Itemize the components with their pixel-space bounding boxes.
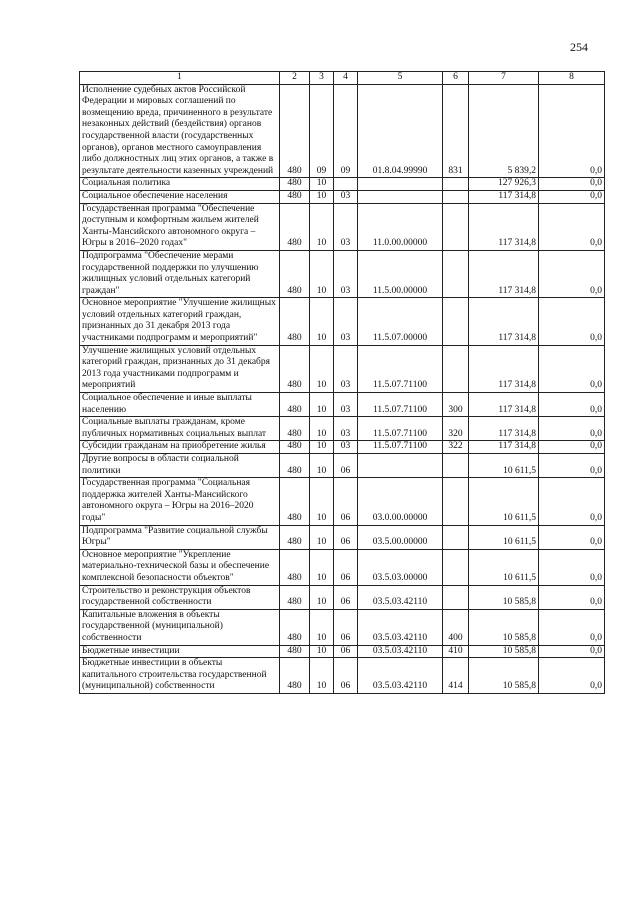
subsection-code-cell: 03: [334, 298, 358, 345]
expense-type-cell: 300: [443, 393, 469, 417]
amount-cell: 117 314,8: [469, 441, 539, 454]
table-row: [80, 393, 605, 417]
table-row: [80, 417, 605, 441]
target-article-cell: 11.5.07.71100: [358, 441, 443, 454]
admin-code-cell: 480: [280, 417, 310, 441]
amount-2-cell: 0,0: [539, 345, 605, 392]
admin-code-cell: 480: [280, 454, 310, 478]
table-row: [80, 549, 605, 585]
section-code-cell: 10: [310, 585, 334, 609]
item-name-cell: Капитальные вложения в объекты государственной (муниципальной) собственности: [80, 609, 280, 645]
table-row: [80, 525, 605, 549]
column-header-2: 2: [280, 72, 310, 85]
amount-cell: 127 926,3: [469, 178, 539, 191]
admin-code-cell: 480: [280, 645, 310, 658]
amount-2-cell: 0,0: [539, 190, 605, 203]
admin-code-cell: 480: [280, 585, 310, 609]
section-code-cell: 10: [310, 454, 334, 478]
column-header-6: 6: [443, 72, 469, 85]
amount-2-cell: 0,0: [539, 84, 605, 178]
column-header-7: 7: [469, 72, 539, 85]
admin-code-cell: 480: [280, 658, 310, 694]
amount-cell: 10 585,8: [469, 658, 539, 694]
subsection-code-cell: [334, 178, 358, 191]
amount-cell: 117 314,8: [469, 190, 539, 203]
expense-type-cell: 320: [443, 417, 469, 441]
amount-2-cell: 0,0: [539, 478, 605, 525]
section-code-cell: 10: [310, 525, 334, 549]
amount-cell: 117 314,8: [469, 250, 539, 297]
header-row: [80, 72, 605, 85]
section-code-cell: 10: [310, 658, 334, 694]
subsection-code-cell: 03: [334, 203, 358, 250]
item-name-cell: Строительство и реконструкция объектов государственной собственности: [80, 585, 280, 609]
amount-2-cell: 0,0: [539, 454, 605, 478]
amount-cell: 117 314,8: [469, 345, 539, 392]
admin-code-cell: 480: [280, 393, 310, 417]
item-name-cell: Бюджетные инвестиции: [80, 645, 280, 658]
subsection-code-cell: 03: [334, 393, 358, 417]
expense-type-cell: [443, 178, 469, 191]
expense-type-cell: [443, 454, 469, 478]
section-code-cell: 10: [310, 250, 334, 297]
table-row: [80, 658, 605, 694]
admin-code-cell: 480: [280, 441, 310, 454]
subsection-code-cell: 06: [334, 478, 358, 525]
amount-2-cell: 0,0: [539, 658, 605, 694]
section-code-cell: 10: [310, 178, 334, 191]
target-article-cell: 03.5.03.00000: [358, 549, 443, 585]
admin-code-cell: 480: [280, 190, 310, 203]
expense-type-cell: [443, 525, 469, 549]
amount-cell: 5 839,2: [469, 84, 539, 178]
target-article-cell: 03.5.00.00000: [358, 525, 443, 549]
amount-cell: 117 314,8: [469, 417, 539, 441]
expense-type-cell: [443, 478, 469, 525]
item-name-cell: Социальные выплаты гражданам, кроме публичных нормативных социальных выплат: [80, 417, 280, 441]
target-article-cell: 11.5.07.00000: [358, 298, 443, 345]
expense-type-cell: [443, 298, 469, 345]
subsection-code-cell: 03: [334, 417, 358, 441]
target-article-cell: 03.5.03.42110: [358, 609, 443, 645]
amount-cell: 117 314,8: [469, 393, 539, 417]
amount-2-cell: 0,0: [539, 393, 605, 417]
table-row: [80, 178, 605, 191]
section-code-cell: 10: [310, 441, 334, 454]
amount-cell: 10 611,5: [469, 549, 539, 585]
amount-cell: 10 585,8: [469, 609, 539, 645]
admin-code-cell: 480: [280, 203, 310, 250]
admin-code-cell: 480: [280, 84, 310, 178]
subsection-code-cell: 06: [334, 525, 358, 549]
expense-type-cell: [443, 250, 469, 297]
admin-code-cell: 480: [280, 609, 310, 645]
subsection-code-cell: 03: [334, 345, 358, 392]
amount-2-cell: 0,0: [539, 549, 605, 585]
item-name-cell: Исполнение судебных актов Российской Федерации и мировых соглашений по возмещению вреда, причиненного в результате незаконных действий (бездействия) органов государственной власти (государственных органов), органов местного самоуправления либо должностных лиц этих органов, а также в результате деятельности казенных учреждений: [80, 84, 280, 178]
admin-code-cell: 480: [280, 298, 310, 345]
item-name-cell: Подпрограмма "Развитие социальной службы Югры": [80, 525, 280, 549]
table-row: [80, 203, 605, 250]
amount-2-cell: 0,0: [539, 609, 605, 645]
table-row: [80, 585, 605, 609]
admin-code-cell: 480: [280, 345, 310, 392]
section-code-cell: 10: [310, 549, 334, 585]
subsection-code-cell: 06: [334, 454, 358, 478]
table-row: [80, 298, 605, 345]
target-article-cell: 11.5.07.71100: [358, 393, 443, 417]
item-name-cell: Основное мероприятие "Улучшение жилищных условий отдельных категорий граждан, признанных до 31 декабря 2013 года участниками подпрограмм и мероприятий": [80, 298, 280, 345]
item-name-cell: Другие вопросы в области социальной политики: [80, 454, 280, 478]
page-number: 254: [570, 40, 588, 54]
table-row: [80, 345, 605, 392]
amount-cell: 10 611,5: [469, 478, 539, 525]
amount-2-cell: 0,0: [539, 585, 605, 609]
subsection-code-cell: 09: [334, 84, 358, 178]
target-article-cell: 03.5.03.42110: [358, 645, 443, 658]
admin-code-cell: 480: [280, 178, 310, 191]
target-article-cell: 11.5.07.71100: [358, 345, 443, 392]
section-code-cell: 10: [310, 345, 334, 392]
expense-type-cell: 410: [443, 645, 469, 658]
subsection-code-cell: 03: [334, 190, 358, 203]
table-row: [80, 645, 605, 658]
item-name-cell: Государственная программа "Обеспечение доступным и комфортным жильем жителей Ханты-Мансийского автономного округа – Югры в 2016–2020 годах": [80, 203, 280, 250]
amount-cell: 10 585,8: [469, 645, 539, 658]
target-article-cell: [358, 454, 443, 478]
amount-2-cell: 0,0: [539, 298, 605, 345]
subsection-code-cell: 06: [334, 585, 358, 609]
expense-type-cell: 400: [443, 609, 469, 645]
subsection-code-cell: 06: [334, 645, 358, 658]
target-article-cell: 01.8.04.99990: [358, 84, 443, 178]
item-name-cell: Социальная политика: [80, 178, 280, 191]
expense-type-cell: [443, 203, 469, 250]
section-code-cell: 10: [310, 393, 334, 417]
admin-code-cell: 480: [280, 478, 310, 525]
amount-2-cell: 0,0: [539, 441, 605, 454]
target-article-cell: 11.0.00.00000: [358, 203, 443, 250]
admin-code-cell: 480: [280, 549, 310, 585]
subsection-code-cell: 03: [334, 441, 358, 454]
target-article-cell: 03.5.03.42110: [358, 658, 443, 694]
target-article-cell: 11.5.00.00000: [358, 250, 443, 297]
item-name-cell: Государственная программа "Социальная поддержка жителей Ханты-Мансийского автономного округа – Югры на 2016–2020 годы": [80, 478, 280, 525]
table-row: [80, 609, 605, 645]
expense-type-cell: [443, 585, 469, 609]
section-code-cell: 10: [310, 203, 334, 250]
table-row: [80, 190, 605, 203]
column-header-8: 8: [539, 72, 605, 85]
item-name-cell: Субсидии гражданам на приобретение жилья: [80, 441, 280, 454]
expense-type-cell: 414: [443, 658, 469, 694]
expense-type-cell: 831: [443, 84, 469, 178]
section-code-cell: 10: [310, 417, 334, 441]
table-body: [80, 84, 605, 693]
amount-2-cell: 0,0: [539, 417, 605, 441]
column-header-1: 1: [80, 72, 280, 85]
table-row: [80, 84, 605, 178]
target-article-cell: [358, 178, 443, 191]
table-row: [80, 478, 605, 525]
table-row: [80, 250, 605, 297]
section-code-cell: 10: [310, 298, 334, 345]
subsection-code-cell: 06: [334, 658, 358, 694]
target-article-cell: 03.5.03.42110: [358, 585, 443, 609]
item-name-cell: Улучшение жилищных условий отдельных категорий граждан, признанных до 31 декабря 2013 года участниками подпрограмм и мероприятий: [80, 345, 280, 392]
item-name-cell: Социальное обеспечение и иные выплаты населению: [80, 393, 280, 417]
amount-2-cell: 0,0: [539, 178, 605, 191]
section-code-cell: 10: [310, 190, 334, 203]
section-code-cell: 09: [310, 84, 334, 178]
amount-cell: 10 611,5: [469, 454, 539, 478]
amount-cell: 117 314,8: [469, 298, 539, 345]
section-code-cell: 10: [310, 645, 334, 658]
admin-code-cell: 480: [280, 525, 310, 549]
item-name-cell: Социальное обеспечение населения: [80, 190, 280, 203]
subsection-code-cell: 06: [334, 549, 358, 585]
table-row: [80, 441, 605, 454]
target-article-cell: [358, 190, 443, 203]
amount-2-cell: 0,0: [539, 525, 605, 549]
item-name-cell: Бюджетные инвестиции в объекты капитального строительства государственной (муниципальной) собственности: [80, 658, 280, 694]
target-article-cell: 11.5.07.71100: [358, 417, 443, 441]
item-name-cell: Подпрограмма "Обеспечение мерами государственной поддержки по улучшению жилищных условий отдельных категорий граждан": [80, 250, 280, 297]
amount-cell: 10 585,8: [469, 585, 539, 609]
amount-cell: 10 611,5: [469, 525, 539, 549]
expense-type-cell: [443, 549, 469, 585]
subsection-code-cell: 06: [334, 609, 358, 645]
target-article-cell: 03.0.00.00000: [358, 478, 443, 525]
amount-2-cell: 0,0: [539, 203, 605, 250]
column-header-3: 3: [310, 72, 334, 85]
table-row: [80, 454, 605, 478]
section-code-cell: 10: [310, 609, 334, 645]
expense-type-cell: 322: [443, 441, 469, 454]
column-header-5: 5: [358, 72, 443, 85]
amount-cell: 117 314,8: [469, 203, 539, 250]
expense-type-cell: [443, 190, 469, 203]
admin-code-cell: 480: [280, 250, 310, 297]
column-header-4: 4: [334, 72, 358, 85]
amount-2-cell: 0,0: [539, 250, 605, 297]
section-code-cell: 10: [310, 478, 334, 525]
expense-type-cell: [443, 345, 469, 392]
amount-2-cell: 0,0: [539, 645, 605, 658]
subsection-code-cell: 03: [334, 250, 358, 297]
item-name-cell: Основное мероприятие "Укрепление материально-технической базы и обеспечение комплексной безопасности объектов": [80, 549, 280, 585]
budget-table: [79, 71, 605, 694]
